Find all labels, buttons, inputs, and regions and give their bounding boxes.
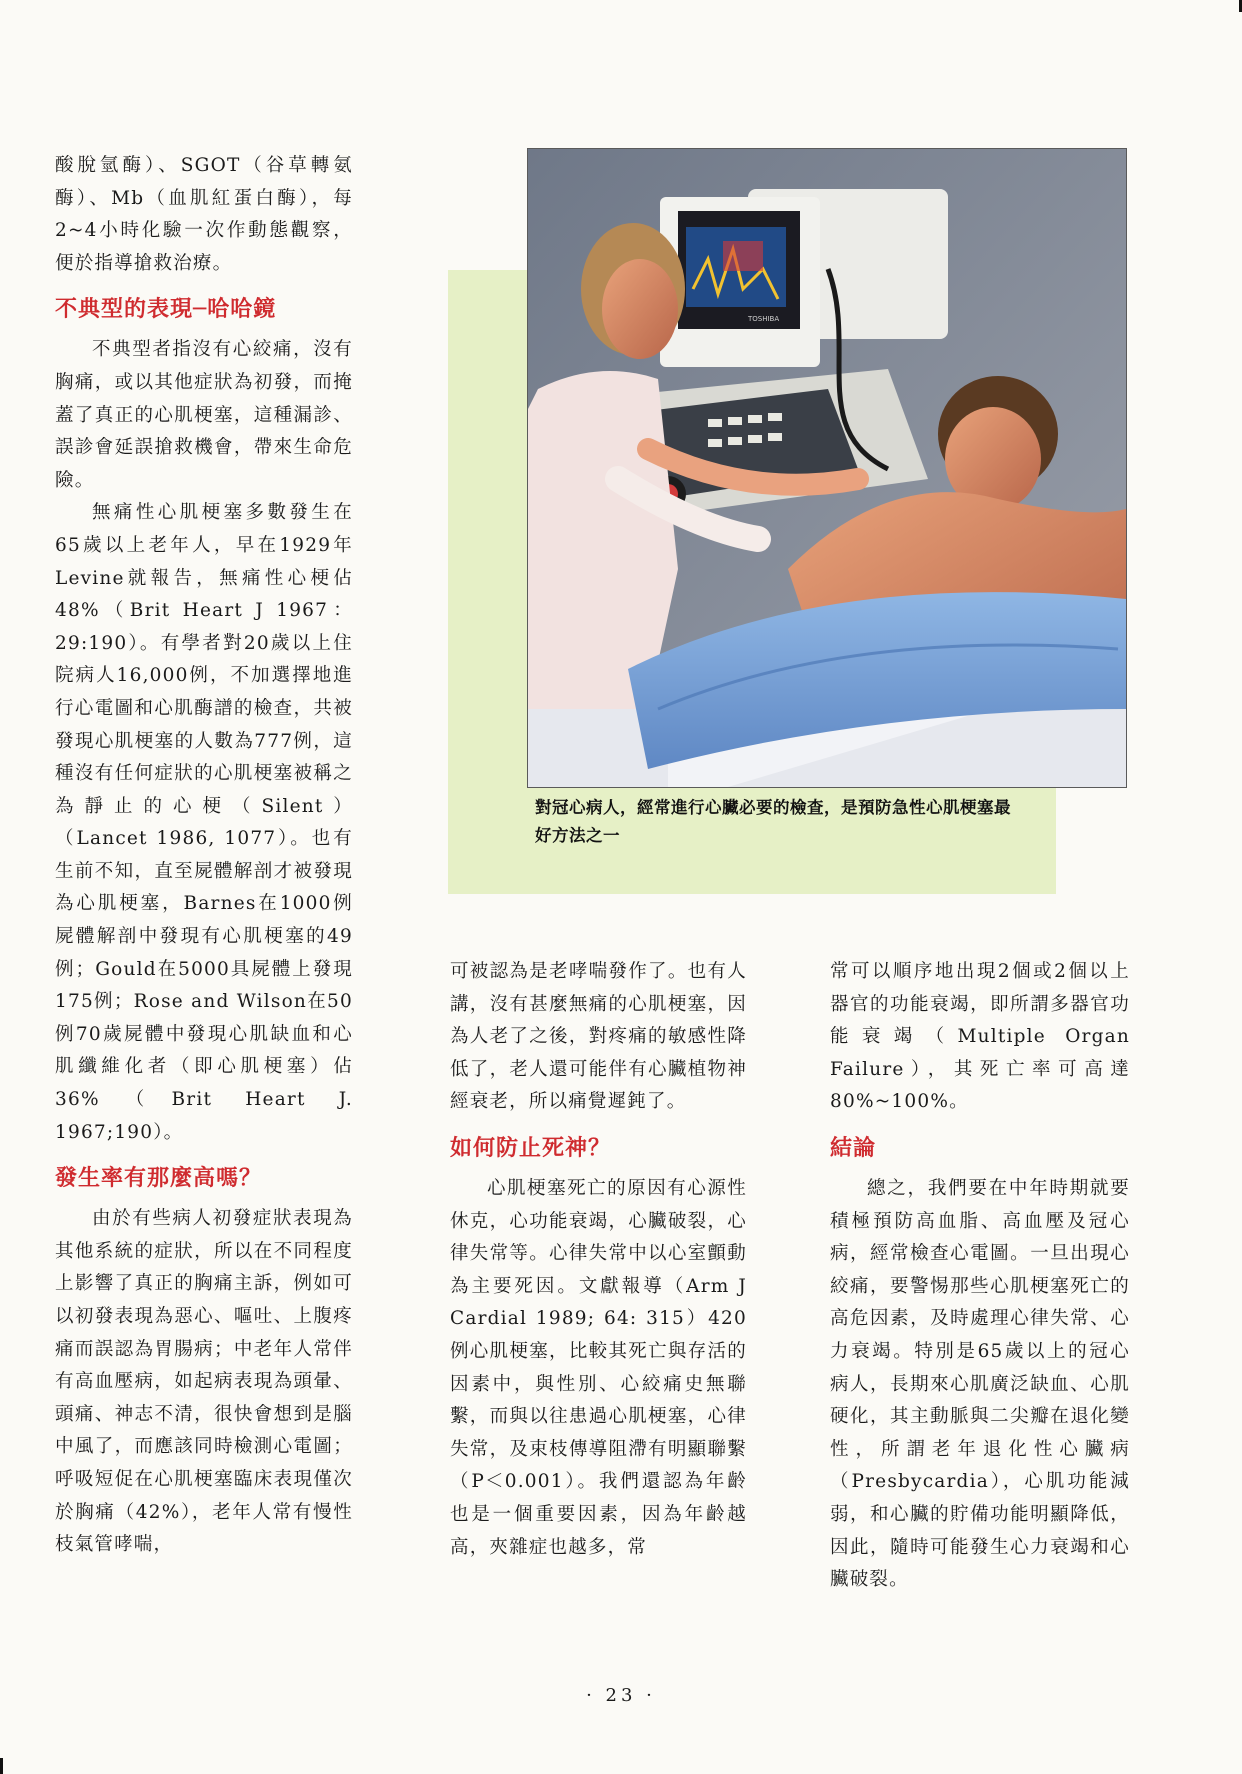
paragraph: 心肌梗塞死亡的原因有心源性休克，心功能衰竭，心臟破裂，心律失常等。心律失常中以心室顫動為主要死因。文獻報導（Arm J Cardial 1989; 64: 315）420例心肌梗塞，比較其死亡與存活的因素中，與性別、心絞痛史無聯繫，而與以往患過心肌梗塞，心律失常，及束枝傳導阻滯有明顯聯繫（P＜0.001）。我們還認為年齡也是一個重要因素，因為年齡越高，夾雜症也越多，常 (450, 1177, 747, 1558)
scan-edge-mark (0, 1758, 3, 1774)
ultrasound-examination-photo (527, 148, 1127, 788)
column-1 (55, 150, 353, 1562)
paragraph: 總之，我們要在中年時期就要積極預防高血脂、高血壓及冠心病，經常檢查心電圖。一旦出現心絞痛，要警惕那些心肌梗塞死亡的高危因素，及時處理心律失常、心力衰竭。特別是65歲以上的冠心病人，長期來心肌廣泛缺血、心肌硬化，其主動脈與二尖瓣在退化變性，所謂老年退化性心臟病（Presbycardia），心肌功能減弱，和心臟的貯備功能明顯降低，因此，隨時可能發生心力衰竭和心臟破裂。 (830, 1177, 1130, 1591)
page-number: · 23 · (586, 1685, 656, 1706)
monitor-brand-label: TOSHIBA (748, 315, 780, 323)
section-heading: 不典型的表現─哈哈鏡 (55, 297, 277, 323)
photo-illustration (528, 149, 1126, 787)
paragraph: 不典型者指沒有心絞痛，沒有胸痛，或以其他症狀為初發，而掩蓋了真正的心肌梗塞，這種漏診、誤診會延誤搶救機會，帶來生命危險。 (55, 339, 353, 491)
paragraph: 由於有些病人初發症狀表現為其他系統的症狀，所以在不同程度上影響了真正的胸痛主訴，例如可以初發表現為惡心、嘔吐、上腹疼痛而誤認為胃腸病；中老年人常伴有高血壓病，如起病表現為頭暈、頭痛、神志不清，很快會想到是腦中風了，而應該同時檢測心電圖；呼吸短促在心肌梗塞臨床表現僅次於胸痛（42%），老年人常有慢性枝氣管哮喘， (55, 1208, 353, 1556)
column-3 (830, 956, 1130, 1597)
section-heading: 發生率有那麼高嗎？ (55, 1166, 263, 1192)
paragraph: 可被認為是老哮喘發作了。也有人講，沒有甚麼無痛的心肌梗塞，因為人老了之後，對疼痛的敏感性降低了，老人還可能伴有心臟植物神經衰老，所以痛覺遲鈍了。 (450, 961, 747, 1113)
section-heading: 如何防止死神？ (450, 1135, 612, 1161)
paragraph: 酸脫氫酶）、SGOT（谷草轉氨酶）、Mb（血肌紅蛋白酶），每2~4小時化驗一次作動態觀察，便於指導搶救治療。 (55, 155, 353, 274)
figure-caption: 對冠心病人，經常進行心臟必要的檢查，是預防急性心肌梗塞最好方法之一 (535, 798, 1011, 845)
column-2 (450, 956, 747, 1564)
paragraph: 常可以順序地出現2個或2個以上器官的功能衰竭，即所謂多器官功能衰竭（Multiple Organ Failure），其死亡率可高達80%~100%。 (830, 961, 1130, 1113)
section-heading: 結論 (830, 1135, 877, 1161)
paragraph: 無痛性心肌梗塞多數發生在65歲以上老年人，早在1929年Levine就報告，無痛性心梗佔48%（Brit Heart J 1967：29:190）。有學者對20歲以上住院病人16,000例，不加選擇地進行心電圖和心肌酶譜的檢查，共被發現心肌梗塞的人數為777例，這種沒有任何症狀的心肌梗塞被稱之為靜止的心梗（Silent）（Lancet 1986, 1077）。也有生前不知，直至屍體解剖才被發現為心肌梗塞，Barnes在1000例屍體解剖中發現有心肌梗塞的49例；Gould在5000具屍體上發現175例；Rose and Wilson在50例70歲屍體中發現心肌缺血和心肌纖維化者（即心肌梗塞）佔36%（Brit Heart J. 1967;190）。 (55, 502, 353, 1143)
